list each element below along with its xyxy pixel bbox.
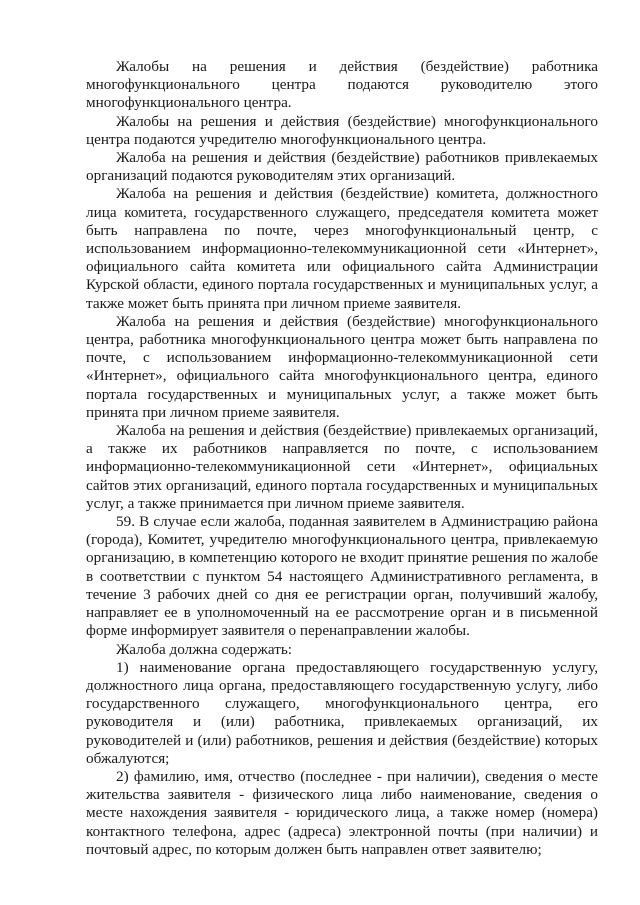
paragraph-contents-item-1: 1) наименование органа предоставляющего государственную услугу, должностного лица органа, предоставляющего государственную услугу, либо государственного служащего, многофункционального центра, его руководителя и (или) работника, привлекаемых организаций, их руководителей и (или) работников, решения и действия (бездействие) которых обжалуются;	[86, 658, 598, 767]
paragraph-mfc-complaints: Жалобы на решения и действия (бездействие) многофункционального центра подаются учредителю многофункционального центра.	[86, 112, 598, 148]
paragraph-organizations-complaint-channels: Жалоба на решения и действия (бездействие) привлекаемых организаций, а также их работников направляется по почте, с использованием информационно-телекоммуникационной сети «Интернет», официальных сайтов этих организаций, единого портала государственных и муниципальных услуг, а также принимается при личном приеме заявителя.	[86, 422, 598, 512]
paragraph-mfc-worker-complaints: Жалобы на решения и действия (бездействие) работника многофункционального центра подаются руководителю этого многофункционального центра.	[86, 58, 598, 112]
paragraph-mfc-complaint-channels: Жалоба на решения и действия (бездействие) многофункционального центра, работника многофункционального центра может быть направлена по почте, с использованием информационно-телекоммуникационной сети «Интернет», официального сайта многофункционального центра, единого портала государственных и муниципальных услуг, а также может быть принята при личном приеме заявителя.	[86, 312, 598, 421]
paragraph-item-59: 59. В случае если жалоба, поданная заявителем в Администрацию района (города), Комитет, учредителю многофункционального центра, привлекаемую организацию, в компетенцию которого не входит принятие решения по жалобе в соответствии с пунктом 54 настоящего Административного регламента, в течение 3 рабочих дней со дня ее регистрации орган, получивший жалобу, направляет ее в уполномоченный на ее рассмотрение орган и в письменной форме информирует заявителя о перенаправлении жалобы.	[86, 513, 598, 640]
document-body	[86, 58, 598, 859]
paragraph-contents-item-2: 2) фамилию, имя, отчество (последнее - при наличии), сведения о месте жительства заявителя - физического лица либо наименование, сведения о месте нахождения заявителя - юридического лица, а также номер (номера) контактного телефона, адрес (адреса) электронной почты (при наличии) и почтовый адрес, по которым должен быть направлен ответ заявителю;	[86, 767, 598, 858]
paragraph-committee-complaint-channels: Жалоба на решения и действия (бездействие) комитета, должностного лица комитета, государственного служащего, председателя комитета может быть направлена по почте, через многофункциональный центр, с использованием информационно-телекоммуникационной сети «Интернет», официального сайта комитета или официального сайта Администрации Курской области, единого портала государственных и муниципальных услуг, а также может быть принята при личном приеме заявителя.	[86, 185, 598, 312]
paragraph-complaint-contents-heading: Жалоба должна содержать:	[116, 640, 292, 658]
paragraph-organizations-complaints: Жалоба на решения и действия (бездействие) работников привлекаемых организаций подаются руководителям этих организаций.	[86, 149, 598, 185]
